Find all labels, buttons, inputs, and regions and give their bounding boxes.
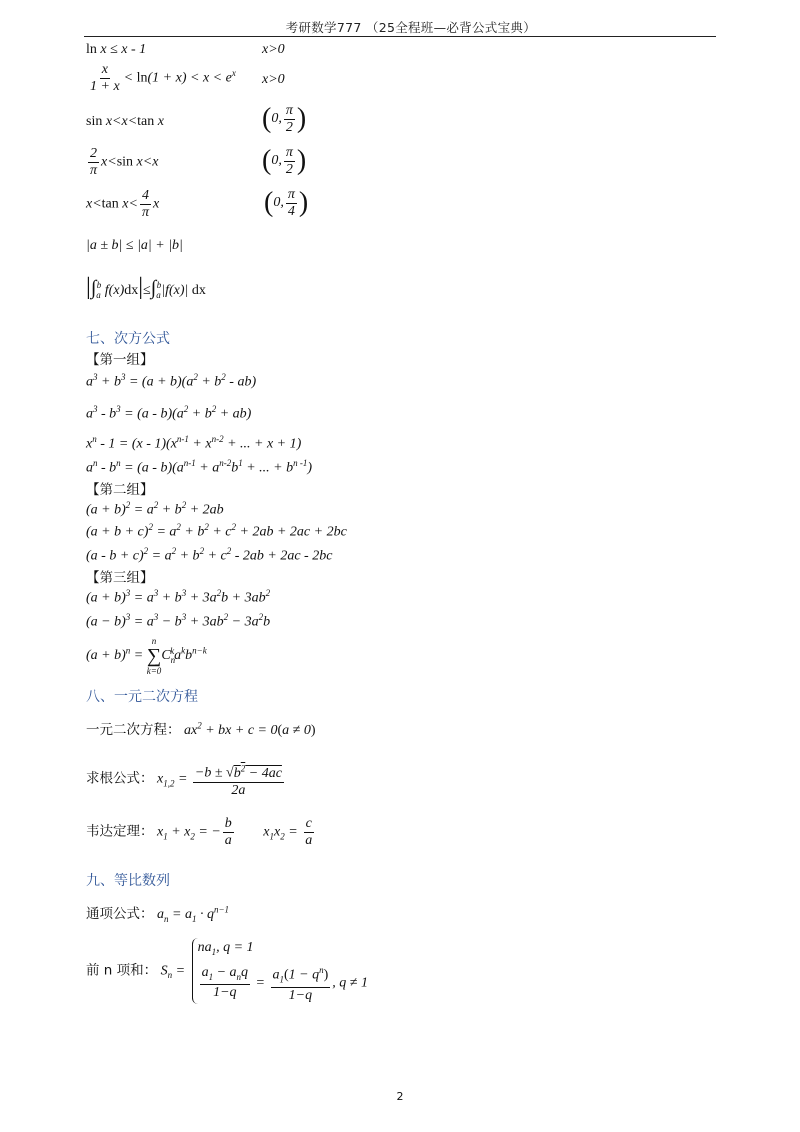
section-7-title: 七、次方公式	[86, 331, 170, 347]
section-8-title: 八、一元二次方程	[86, 689, 198, 705]
interval-pi-4: (0, $\frac{\pi}{4}$ )	[264, 186, 309, 219]
ineq-jordan: $\frac{2}{\pi}$ x<sin x<x	[90, 146, 159, 178]
formula-square-three-minus: $(a - b + c)^2 = a^2 + b^2 + c^2 - 2ab + 2ac - 2bc$	[86, 546, 333, 564]
group-1-label: 【第一组】	[86, 352, 154, 368]
root-formula: 求根公式： $x_{1,2}$ = $\frac{-b \pm √b^2 - 4ac}{2a}$	[86, 760, 286, 799]
formula-cube-diff: $(a - b)^3 = a^3 - b^3 + 3ab^2 - 3a^2b$	[86, 612, 271, 630]
formula-square-sum: $(a + b)^2 = a^2 + b^2 + 2ab$	[86, 500, 224, 518]
formula-an-bn: $a^n - b^n = (a - b)(a^{n-1} + a^{n-2}b^1$ + ... + $b^{n -1}$)	[86, 458, 313, 476]
header-title: 考研数学777 （25全程班—必背公式宝典）	[285, 20, 536, 35]
group-2-label: 【第二组】	[86, 482, 154, 498]
formula-cube-sum: $(a + b)^3 = a^3 + b^3 + 3a^2b + 3ab^2$	[86, 588, 271, 606]
quadratic-label: 一元二次方程：	[86, 722, 181, 738]
general-term: 通项公式： $a_n = a_1 \cdot q^{n-1}$	[86, 904, 230, 924]
ineq-sin-tan: sin x<x<tan x	[86, 114, 164, 129]
ineq-ln: ln x ≤ x - 1	[86, 42, 147, 57]
root-formula-label: 求根公式：	[86, 770, 154, 787]
vieta-formula: 韦达定理： $x_1 + x_2$ = − $\frac{b}{a}$ $x_1x_2$ = $\frac{c}{a}$	[86, 816, 313, 848]
formula-diff-cubes: $a^3 - b^3 = (a - b)(a^2 + b^2 + ab)$	[86, 404, 252, 422]
interval-pi-2-b: (0, $\frac{\pi}{2}$ )	[262, 144, 307, 177]
sum-label: 前 n 项和：	[86, 962, 158, 979]
formula-binomial: $(a + b)^n$ = n ∑ k=0 $C_n^ka^kb^{n-k}$	[86, 636, 207, 676]
interval-pi-2-a: (0, $\frac{\pi}{2}$ )	[262, 102, 307, 135]
formula-sum-cubes: $a^3 + b^3 = (a + b)(a^2 + b^2 - ab)$	[86, 372, 257, 390]
group-3-label: 【第三组】	[86, 570, 154, 586]
ineq-tan: x<tan x< $\frac{4}{\pi}$ x	[86, 188, 160, 220]
vieta-label: 韦达定理：	[86, 823, 154, 840]
sum-formula: 前 n 项和： $S_n$ = $na_1$, q = 1 $\frac{a_1 - a_nq}{1-q}$ = $\frac{a_1(1 - q^n)}{1-q}$ , q ≠ 1	[86, 940, 368, 1004]
page-header	[84, 14, 716, 37]
ineq-frac-ln-cond: x>0	[262, 72, 285, 87]
section-9-title: 九、等比数列	[86, 873, 170, 889]
formula-xn-1: $x^n - 1 = (x - 1)(x^{n-1} + x^{n-2}$ + ... + x + 1)	[86, 434, 302, 452]
ineq-triangle: |a ± b| ≤ |a| + |b|	[86, 238, 183, 253]
formula-square-three: $(a + b + c)^2 = a^2 + b^2 + c^2 + 2ab + 2ac + 2bc$	[86, 522, 347, 540]
page-number: 2	[396, 1090, 404, 1103]
ineq-frac-ln: $\frac{x}{1 + x}$ < $\ln(1 + x) < x < e^x$	[90, 62, 236, 94]
quadratic-equation: 一元二次方程： $ax^2$ + bx + c = 0(a ≠ 0)	[86, 720, 316, 738]
general-term-label: 通项公式：	[86, 906, 154, 922]
ineq-ln-cond: x>0	[262, 42, 285, 57]
ineq-integral: $|\int_a^b$ $f(x)dx|\le\int_a^b|f(x)|$ dx	[86, 274, 206, 300]
